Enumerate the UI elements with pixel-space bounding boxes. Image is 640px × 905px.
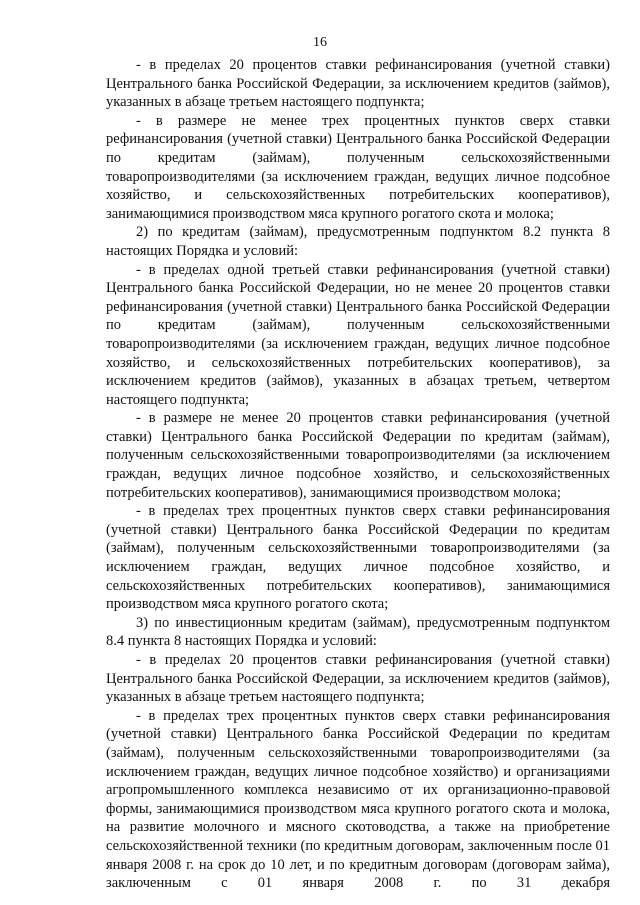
paragraph-1: - в пределах 20 процентов ставки рефинансирования (учетной ставки) Центрального банка Российской Федерации, за исключением кредитов (займов), указанных в абзаце третьем настоящего подпункта;: [106, 57, 610, 111]
paragraph-5: - в размере не менее 20 процентов ставки рефинансирования (учетной ставки) Центрального банка Российской Федерации по кредитам (займам), полученным сельскохозяйственными товаропроизводителями (за исключением граждан, ведущих личное подсобное хозяйство, и сельскохозяйственных потребительских кооперативов), занимающимися производством молока;: [106, 410, 610, 501]
document-body: [106, 56, 610, 893]
paragraph-7: 3) по инвестиционным кредитам (займам), предусмотренным подпунктом 8.4 пункта 8 настоящих Порядка и условий:: [106, 614, 610, 650]
paragraph-2: - в размере не менее трех процентных пунктов сверх ставки рефинансирования (учетной ставки) Центрального банка Российской Федерации по кредитам (займам), полученным сельскохозяйственными товаропроизводителями (за исключением граждан, ведущих личное подсобное хозяйство, и сельскохозяйственных потребительских кооперативов), занимающимися производством мяса крупного рогатого скота и молока;: [106, 112, 610, 222]
paragraph-9: - в пределах трех процентных пунктов сверх ставки рефинансирования (учетной ставки) Центрального банка Российской Федерации по кредитам (займам), полученным сельскохозяйственными товаропроизводителями (за исключением граждан, ведущих личное подсобное хозяйство) и организациями агропромышленного комплекса независимо от их организационно-правовой формы, занимающимися производством мяса крупного рогатого скота и молока, на развитие молочного и мясного скотоводства, а также на приобретение сельскохозяйственной техники (по кредитным договорам, заключенным после 01 января 2008 г. на срок до 10 лет, и по кредитным договорам (договорам займа), заключенным с 01 января 2008 г. по 31 декабря: [106, 707, 611, 892]
paragraph-3: 2) по кредитам (займам), предусмотренным подпунктом 8.2 пункта 8 настоящих Порядка и условий:: [106, 224, 610, 259]
paragraph-8: - в пределах 20 процентов ставки рефинансирования (учетной ставки) Центрального банка Российской Федерации, за исключением кредитов (займов), указанных в абзаце третьем настоящего подпункта;: [106, 652, 610, 706]
paragraph-4: - в пределах одной третьей ставки рефинансирования (учетной ставки) Центрального банка Российской Федерации, но не менее 20 процентов ставки рефинансирования (учетной ставки) Центрального банка Российской Федерации по кредитам (займам), полученным сельскохозяйственными товаропроизводителями (за исключением граждан, ведущих личное подсобное хозяйство, и сельскохозяйственных потребительских кооперативов), за исключением кредитов (займов), указанных в абзацах третьем, четвертом настоящего подпункта;: [106, 261, 610, 408]
page-number: 16: [313, 35, 327, 50]
paragraph-6: - в пределах трех процентных пунктов сверх ставки рефинансирования (учетной ставки) Центрального банка Российской Федерации по кредитам (займам), полученным сельскохозяйственными товаропроизводителями (за исключением граждан, ведущих личное подсобное хозяйство, и сельскохозяйственных потребительских кооперативов), занимающимися производством мяса крупного рогатого скота;: [106, 503, 610, 613]
